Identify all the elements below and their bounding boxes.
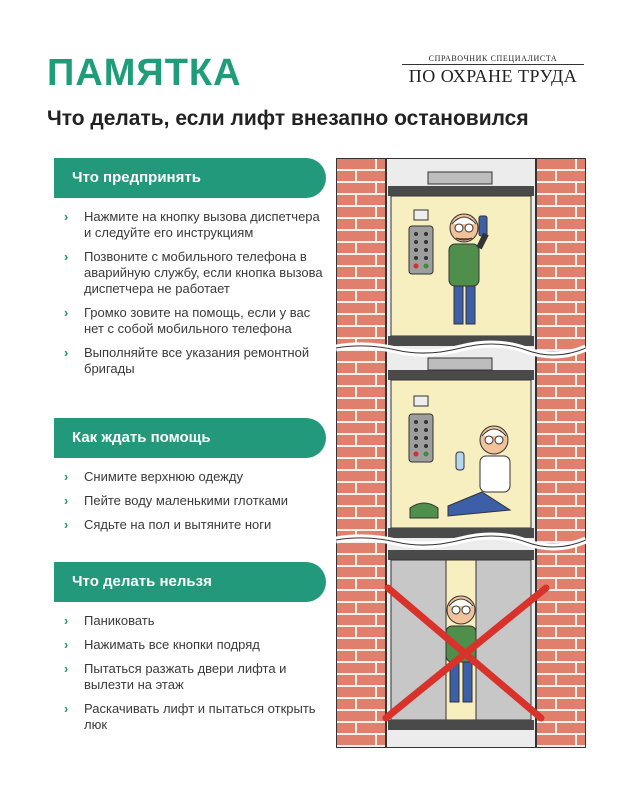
arrow-bullet-icon: › [64,637,69,652]
arrow-bullet-icon: › [64,469,69,484]
arrow-bullet-icon: › [64,209,69,224]
brand-title: ПО ОХРАНЕ ТРУДА [408,66,578,86]
list-item: › Пейте воду маленькими глотками [64,493,289,508]
brand-subtitle: СПРАВОЧНИК СПЕЦИАЛИСТА [402,54,584,65]
arrow-bullet-icon: › [64,701,69,716]
section-heading-dont-do: Что делать нельзя [54,562,326,602]
arrow-bullet-icon: › [64,613,69,628]
page-subtitle: Что делать, если лифт внезапно остановился [47,107,529,130]
brick-wall-left [336,158,386,748]
list-item: › Раскачивать лифт и пытаться открыть люк [64,701,316,732]
page-title: ПАМЯТКА [47,52,242,94]
section-heading-how-to-wait: Как ждать помощь [54,418,326,458]
arrow-bullet-icon: › [64,345,69,360]
elevator-cabin-forbidden [386,550,546,730]
arrow-bullet-icon: › [64,493,69,508]
list-item: › Нажимать все кнопки подряд [64,637,260,652]
arrow-bullet-icon: › [64,661,69,676]
arrow-bullet-icon: › [64,517,69,532]
section-list-what-to-do [62,209,330,385]
arrow-bullet-icon: › [64,305,69,320]
list-item: › Позвоните с мобильного телефона в аварийную службу, если кнопка вызова диспетчера не работает [64,249,323,296]
elevator-cabin-phone [388,172,534,346]
section-heading-what-to-do: Что предпринять [54,158,326,198]
brick-wall-right [536,158,586,748]
list-item: › Сядьте на пол и вытяните ноги [64,517,272,532]
elevator-shaft-illustration [336,158,586,748]
list-item: › Нажмите на кнопку вызова диспетчера и следуйте его инструкциям [64,209,320,240]
list-item: › Паниковать [64,613,155,628]
list-item: › Выполняйте все указания ремонтной бригады [64,345,310,376]
section-list-dont-do [62,613,330,741]
brand-logo [402,54,584,87]
elevator-cabin-sitting [388,358,534,538]
section-list-how-to-wait [62,469,330,541]
arrow-bullet-icon: › [64,249,69,264]
list-item: › Снимите верхнюю одежду [64,469,243,484]
list-item: › Громко зовите на помощь, если у вас нет с собой мобильного телефона [64,305,311,336]
list-item: › Пытаться разжать двери лифта и вылезти на этаж [64,661,287,692]
